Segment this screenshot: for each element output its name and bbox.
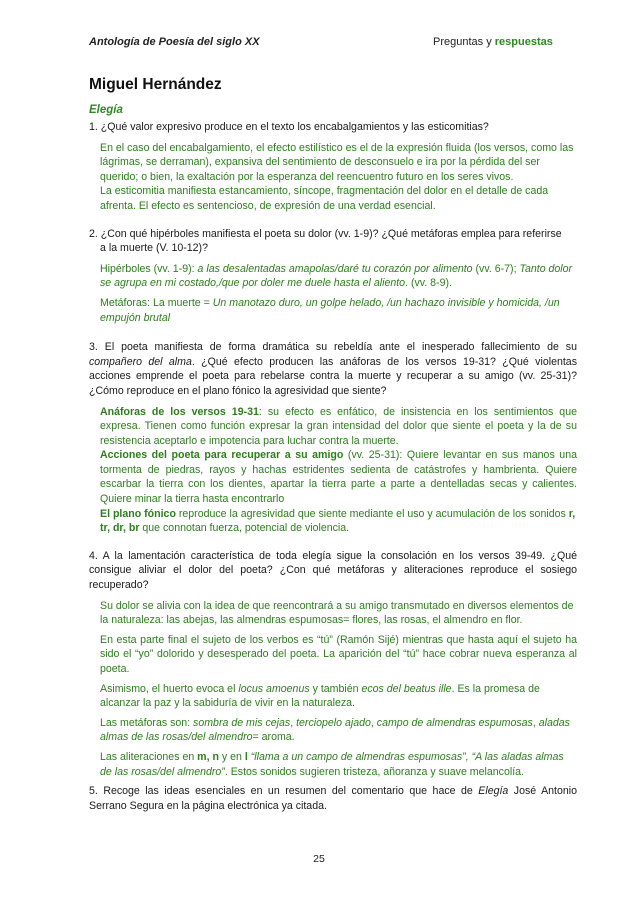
poem-title: Elegía <box>89 104 123 116</box>
author-heading: Miguel Hernández <box>89 76 222 93</box>
question-3-text-1: 3. El poeta manifiesta de forma dramática su rebeldía ante el inesperado fallecimiento de su <box>89 341 577 354</box>
answer-4-aliteraciones <box>89 750 577 779</box>
answer-4-locus-prefix: Asimismo, el huerto evoca el <box>100 682 239 695</box>
question-1: 1. ¿Qué valor expresivo produce en el texto los encabalgamientos y las esticomitias? <box>89 121 489 133</box>
answer-3-anaforas-text: : su efecto es enfático, de insistencia en los sentimientos que expresa. Tienen como función expresar la gran intensidad del dolor que siente el poeta y la de su resistencia aceptarlo e impotencia para luchar contra la muerte. <box>100 405 577 447</box>
answer-3-fonico-text: reproduce la agresividad que siente mediante el uso y acumulación de los sonidos <box>175 507 569 520</box>
answer-4-metafora-1: sombra de mis cejas <box>193 716 291 729</box>
answer-4-locus-suffix: . Es la promesa de alcanzar la paz y la sabiduría de vivir en la naturaleza. <box>100 682 540 710</box>
page-number: 25 <box>313 853 325 865</box>
answer-4-aliteraciones-sounds: m, n <box>197 750 219 763</box>
answer-4-locus-mid: y también <box>309 682 362 695</box>
answer-4-alivio: Su dolor se alivia con la idea de que reencontrará a su amigo transmutado en diversos elementos de la naturaleza: las abejas, las almendras espumosas= flores, las rosas, el almendro en flor. <box>100 599 574 627</box>
answer-2-hiperboles <box>89 262 577 291</box>
answer-4-locus-quote-2: ecos del beatus ille <box>361 682 452 695</box>
answer-4-metaforas <box>89 716 577 745</box>
answer-3-acciones-text: (vv. 25-31): Quiere levantar en sus manos una tormenta de piedras, rayos y hachas estridentes sedienta de catástrofes y hambrienta. Quiere escarbar la tierra con los dientes, apartar la tierra parte a parte a dentelladas secas y calientes. Quiere minar la tierra hasta encontrarlo <box>100 449 577 506</box>
answer-4-metafora-2: terciopelo ajado <box>296 716 371 729</box>
page-header <box>89 36 568 52</box>
answer-4-locus <box>89 682 577 711</box>
answer-4-aliteraciones-suffix: . Estos sonidos sugieren tristeza, añoranza y suave melancolía. <box>224 765 524 778</box>
answer-2-hiperboles-quote-1: a las desalentadas amapolas/daré tu corazón por alimento <box>197 262 473 275</box>
answer-4-metaforas-suffix: = aroma. <box>252 731 295 744</box>
answer-4-metafora-4: aladas almas de las rosas/del almendro <box>100 716 570 744</box>
question-5 <box>89 784 577 813</box>
question-3 <box>89 340 577 398</box>
question-5-poem-ref: Elegía <box>478 785 509 798</box>
answer-1-esticomitia: La esticomitia manifiesta estancamiento, síncope, fragmentación del dolor en el detalle de cada afrenta. El efecto es sentencioso, de expresión de una verdad esencial. <box>100 185 549 212</box>
question-2-line1: 2. ¿Con qué hipérboles manifiesta el poeta su dolor (vv. 1-9)? ¿Qué metáforas emplea para referirse <box>89 227 562 240</box>
answer-3-fonico <box>89 507 577 536</box>
answer-1-encabalgamiento: En el caso del encabalgamiento, el efecto estilístico es el de la expresión fluida (los versos, como las lágrimas, se derraman), expansiva del sentimiento de desconsuelo e ira por la pérdida del ser querido; o bien, la exaltación por la esperanza del reencuentro futuro en los seres vivos. <box>100 141 574 183</box>
answer-2-metaforas <box>89 296 577 325</box>
question-3-quote: compañero del alma <box>89 355 192 368</box>
answer-2-metaforas-prefix: Metáforas: La muerte = <box>100 296 213 309</box>
answer-3-fonico-end: que connotan fuerza, potencial de violencia. <box>139 522 350 535</box>
answer-4-locus-quote-1: locus amoenus <box>238 682 310 695</box>
answer-4-metaforas-prefix: Las metáforas son: <box>100 716 194 729</box>
answer-2-metaforas-quote: Un manotazo duro, un golpe helado, /un hachazo invisible y homicida, /un empujón brutal <box>100 296 560 324</box>
answer-3-fonico-sounds: r, tr, dr, br <box>100 507 576 535</box>
question-5-text-1: 5. Recoge las ideas esenciales en un resumen del comentario que hace de <box>89 785 479 798</box>
header-section-plain: Preguntas y <box>433 36 495 48</box>
question-5-text-2: José Antonio Serrano Segura en la página electrónica ya citada. <box>89 785 578 812</box>
answer-3-anaforas-title: Anáforas de los versos 19-31 <box>100 405 259 418</box>
answer-4-aliteraciones-prefix: Las aliteraciones en <box>100 750 198 763</box>
answer-3-anaforas <box>89 405 577 449</box>
answer-2-hiperboles-quote-2: Tanto dolor se agrupa en mi costado,/que por doler me duele hasta el aliento <box>100 262 573 290</box>
header-book-title: Antología de Poesía del siglo XX <box>89 36 260 48</box>
answer-4-metafora-3: campo de almendras espumosas <box>376 716 533 729</box>
answer-3-fonico-title: El plano fónico <box>100 507 176 520</box>
answer-4-aliteraciones-and: y en <box>218 750 245 763</box>
question-3-text-2: . ¿Qué efecto producen las anáforas de los versos 19-31? ¿Qué violentas acciones emprende el poeta para rebelarse contra la muerte y recuperar a su amigo (vv. 25-31)? ¿Cómo reproduce en el plano fónico la agresividad que siente? <box>89 355 577 397</box>
answer-4-metafora-sep-1: , <box>290 716 297 729</box>
header-section-accent: respuestas <box>494 36 553 48</box>
question-2-line2: a la muerte (V. 10-12)? <box>100 242 208 255</box>
header-section <box>433 36 553 48</box>
answer-2-hiperboles-ref-2: . (vv. 8-9). <box>405 277 452 290</box>
page-body <box>89 76 577 819</box>
question-2 <box>89 227 577 256</box>
answer-4-metafora-sep-3: , <box>532 716 539 729</box>
answer-4-aliteraciones-l: l <box>244 750 248 763</box>
answer-2-hiperboles-prefix: Hipérboles (vv. 1-9): <box>100 262 198 275</box>
answer-4-aliteraciones-quotes: “llama a un campo de almendras espumosas”, “A las aladas almas de las rosas/del almendro” <box>100 750 564 778</box>
answer-2-hiperboles-ref-1: (vv. 6-7); <box>472 262 520 275</box>
answer-4-metafora-sep-2: , <box>370 716 377 729</box>
answer-3-acciones-title: Acciones del poeta para recuperar a su amigo <box>100 449 344 462</box>
answer-3-acciones <box>89 448 577 506</box>
question-4: 4. A la lamentación característica de toda elegía sigue la consolación en los versos 39-49. ¿Qué consigue aliviar el dolor del poeta? ¿Con qué metáforas y aliteraciones reproduce el sosiego recuperado? <box>89 549 577 592</box>
answer-4-tu: En esta parte final el sujeto de los verbos es “tú” (Ramón Sijé) mientras que hasta aquí el sujeto ha sido el “yo” dolorido y desesperado del poeta. La aparición del “tú” hace cobrar nueva esperanza al poeta. <box>100 633 577 675</box>
